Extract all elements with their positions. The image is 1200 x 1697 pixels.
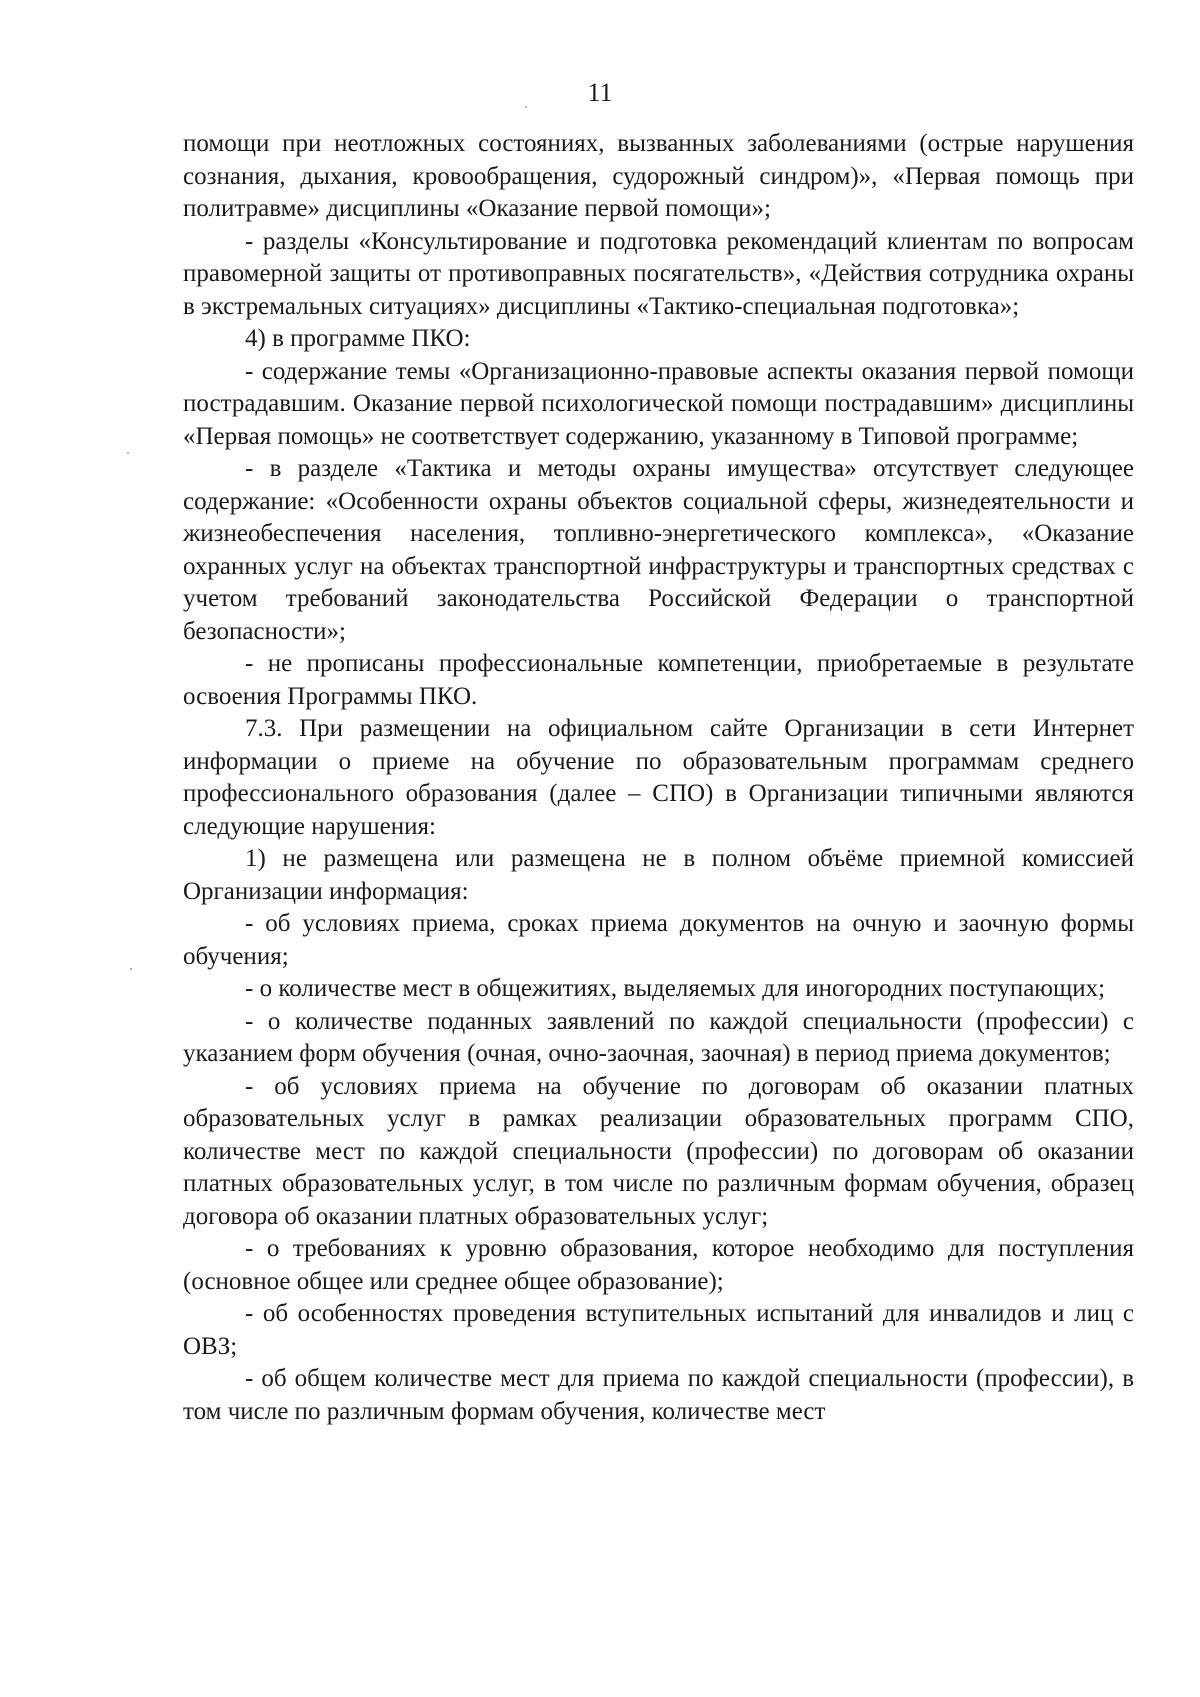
paragraph: - в разделе «Тактика и методы охраны имущества» отсутствует следующее содержание: «Особенности охраны объектов социальной сферы, жизнедеятельности и жизнеобеспечения населения, топливно-энергетического комплекса», «Оказание охранных услуг на объектах транспортной инфраструктуры и транспортных средствах с учетом требований законодательства Российской Федерации о транспортной безопасности»; bbox=[183, 455, 1134, 645]
document-body bbox=[183, 128, 1134, 1428]
paragraph: помощи при неотложных состояниях, вызванных заболеваниями (острые нарушения сознания, дыхания, кровообращения, судорожный синдром)», «Первая помощь при политравме» дисциплины «Оказание первой помощи»; bbox=[183, 130, 1134, 222]
paragraph: - о количестве мест в общежитиях, выделяемых для иногородних поступающих; bbox=[245, 975, 1106, 1002]
scan-speck bbox=[130, 968, 132, 970]
paragraph: - о требованиях к уровню образования, которое необходимо для поступления (основное общее или среднее общее образование); bbox=[183, 1235, 1134, 1295]
scan-speck bbox=[127, 452, 129, 454]
paragraph: - разделы «Консультирование и подготовка рекомендаций клиентам по вопросам правомерной защиты от противоправных посягательств», «Действия сотрудника охраны в экстремальных ситуациях» дисциплины «Тактико-специальная подготовка»; bbox=[183, 227, 1134, 320]
paragraph: - не прописаны профессиональные компетенции, приобретаемые в результате освоения Программы ПКО. bbox=[183, 650, 1134, 710]
paragraph: - об условиях приема на обучение по договорам об оказании платных образовательных услуг в рамках реализации образовательных программ СПО, количестве мест по каждой специальности (профессии) по договорам об оказании платных образовательных услуг, в том числе по различным формам обучения, образец договора об оказании платных образовательных услуг; bbox=[183, 1072, 1134, 1230]
paragraph: - о количестве поданных заявлений по каждой специальности (профессии) с указанием форм обучения (очная, очно-заочная, заочная) в период приема документов; bbox=[183, 1007, 1134, 1067]
paragraph: - об особенностях проведения вступительных испытаний для инвалидов и лиц с ОВЗ; bbox=[183, 1300, 1134, 1360]
paragraph: 4) в программе ПКО: bbox=[245, 325, 471, 352]
paragraph: 1) не размещена или размещена не в полном объёме приемной комиссией Организации информация: bbox=[183, 845, 1134, 905]
scan-speck bbox=[525, 106, 527, 108]
page-number: 11 bbox=[587, 78, 613, 107]
paragraph: - содержание темы «Организационно-правовые аспекты оказания первой помощи пострадавшим. Оказание первой психологической помощи пострадавшим» дисциплины «Первая помощь» не соответствует содержанию, указанному в Типовой программе; bbox=[183, 357, 1134, 450]
paragraph: - об условиях приема, сроках приема документов на очную и заочную формы обучения; bbox=[183, 910, 1134, 970]
paragraph: - об общем количестве мест для приема по каждой специальности (профессии), в том числе по различным формам обучения, количестве мест bbox=[183, 1365, 1134, 1425]
paragraph: 7.3. При размещении на официальном сайте Организации в сети Интернет информации о приеме на обучение по образовательным программам среднего профессионального образования (далее – СПО) в Организации типичными являются следующие нарушения: bbox=[183, 715, 1134, 840]
